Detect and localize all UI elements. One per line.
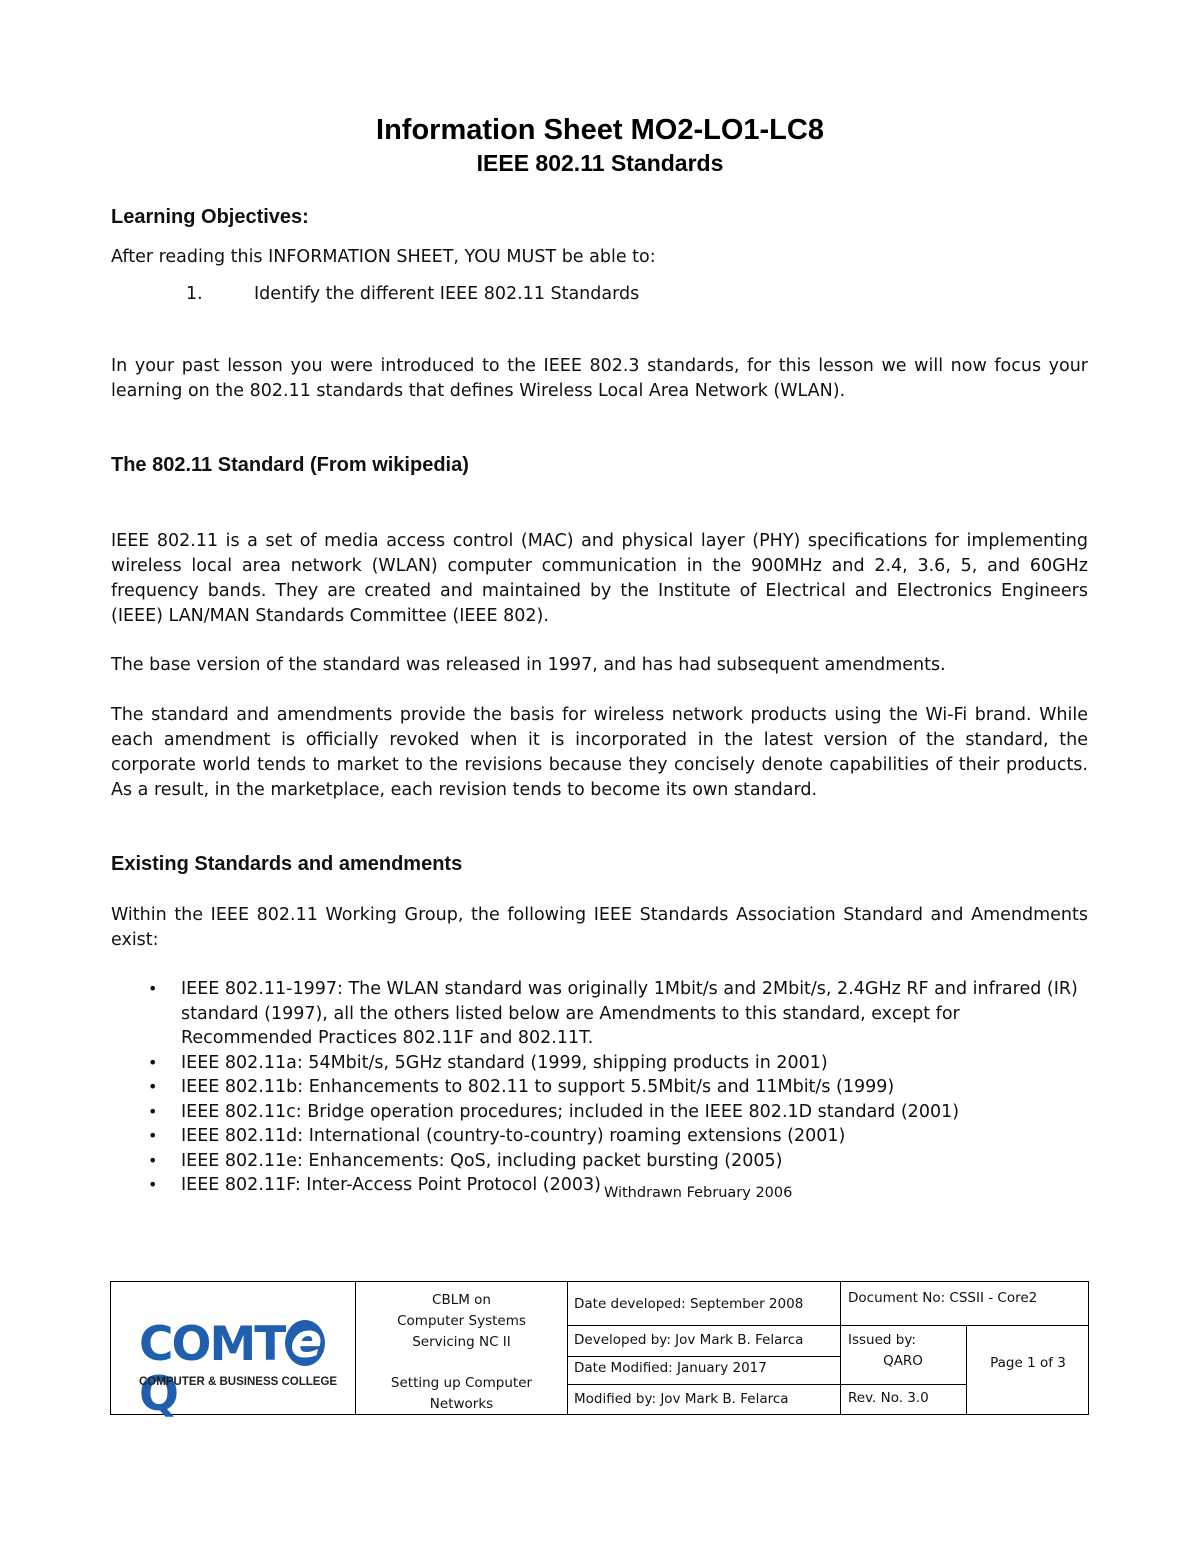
section1-paragraph-2: The base version of the standard was released in 1997, and has had subsequent amendments. (111, 655, 946, 675)
list-item (148, 1149, 1088, 1174)
list-item-text: IEEE 802.11c: Bridge operation procedures; included in the IEEE 802.1D standard (2001) (181, 1101, 960, 1122)
objective-number: 1. (186, 284, 203, 304)
issued-by-label: Issued by: (848, 1332, 916, 1348)
page-subtitle: IEEE 802.11 Standards (476, 150, 724, 176)
modified-by: Modified by: Jov Mark B. Felarca (574, 1391, 789, 1407)
list-item-text: IEEE 802.11a: 54Mbit/s, 5GHz standard (1999, shipping products in 2001) (181, 1052, 828, 1073)
objective-item: Identify the different IEEE 802.11 Standards (254, 284, 640, 304)
issued-by-value: QARO (883, 1353, 923, 1369)
section-heading-802-11-standard: The 802.11 Standard (From wikipedia) (111, 454, 469, 476)
list-item-text: IEEE 802.11d: International (country-to-country) roaming extensions (2001) (181, 1126, 846, 1146)
bullet-icon: • (148, 1175, 158, 1194)
bullet-icon: • (148, 1052, 158, 1072)
standards-list (148, 977, 1088, 1199)
date-developed: Date developed: September 2008 (574, 1296, 804, 1312)
bullet-icon: • (148, 1077, 158, 1096)
logo-wordmark: COMT eQ (139, 1320, 349, 1420)
cblm-line: Servicing NC II (412, 1334, 511, 1350)
cblm-line: Setting up Computer (390, 1375, 533, 1391)
cblm-line: CBLM on (432, 1292, 491, 1308)
list-item-text: IEEE 802.11-1997: The WLAN standard was originally 1Mbit/s and 2Mbit/s, 2.4GHz RF and infrared (IR) standard (1997), all the others listed below are Amendments to this standard, except for Recommended Practices 802.11F and 802.11T. (181, 979, 1078, 1048)
section2-intro: Within the IEEE 802.11 Working Group, the following IEEE Standards Association Standard and Amendments exist: (111, 905, 1088, 950)
bullet-icon: • (148, 1150, 158, 1170)
bullet-icon: • (148, 1126, 158, 1145)
revision-number: Rev. No. 3.0 (848, 1390, 929, 1406)
section1-paragraph-3: The standard and amendments provide the basis for wireless network products using the Wi-Fi brand. While each amendment is officially revoked when it is incorporated in the latest version of the standard, the corporate world tends to market to the revisions because they concisely denote capabilities of their products. As a result, in the marketplace, each revision tends to become its own standard. (111, 705, 1088, 800)
list-item (148, 977, 1088, 1051)
developed-by: Developed by: Jov Mark B. Felarca (574, 1332, 804, 1348)
learning-objectives-heading: Learning Objectives: (111, 206, 309, 228)
section1-paragraph-1: IEEE 802.11 is a set of media access control (MAC) and physical layer (PHY) specifications for implementing wireless local area network (WLAN) computer communication in the 900MHz and 2.4, 3.6, 5, and 60GHz frequency bands. They are created and maintained by the Institute of Electrical and Electronics Engineers (IEEE) LAN/MAN Standards Committee (IEEE 802). (111, 531, 1088, 626)
bullet-icon: • (148, 1101, 158, 1121)
list-item (148, 1075, 1088, 1100)
list-item-text: IEEE 802.11b: Enhancements to 802.11 to support 5.5Mbit/s and 11Mbit/s (1999) (181, 1077, 895, 1097)
section-heading-existing-standards: Existing Standards and amendments (111, 853, 463, 875)
list-item (148, 1173, 1088, 1199)
cblm-line: Networks (429, 1396, 494, 1412)
bullet-icon: • (148, 979, 158, 998)
logo-tagline: COMPUTER & BUSINESS COLLEGE (139, 1376, 338, 1388)
comteq-logo (139, 1314, 349, 1422)
cblm-info (356, 1290, 567, 1415)
page-title: Information Sheet MO2-LO1-LC8 (376, 114, 824, 146)
list-item (148, 1100, 1088, 1125)
list-item-text: IEEE 802.11e: Enhancements: QoS, including packet bursting (2005) (181, 1150, 783, 1171)
document-footer-table (110, 1281, 1089, 1422)
page-number: Page 1 of 3 (990, 1355, 1066, 1371)
date-modified: Date Modified: January 2017 (574, 1360, 767, 1376)
cblm-line: Computer Systems (397, 1313, 526, 1329)
list-item (148, 1051, 1088, 1076)
withdrawn-note: Withdrawn February 2006 (603, 1185, 793, 1201)
intro-paragraph: In your past lesson you were introduced to the IEEE 802.3 standards, for this lesson we will now focus your learning on the 802.11 standards that defines Wireless Local Area Network (WLAN). (111, 356, 1088, 401)
objectives-intro: After reading this INFORMATION SHEET, YOU MUST be able to: (111, 247, 656, 267)
list-item-text: IEEE 802.11F: Inter-Access Point Protocol (2003) (181, 1175, 601, 1195)
list-item (148, 1124, 1088, 1149)
document-number: Document No: CSSII - Core2 (848, 1290, 1038, 1306)
